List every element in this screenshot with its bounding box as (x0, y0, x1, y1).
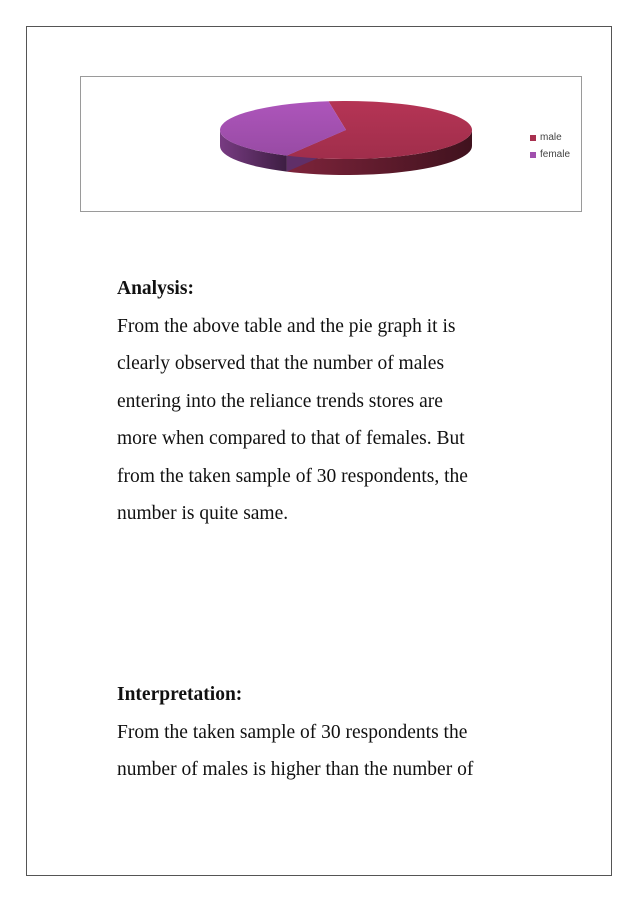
legend-label-male: male (540, 132, 562, 143)
analysis-line: from the taken sample of 30 respondents, the (117, 465, 468, 487)
analysis-line: clearly observed that the number of males (117, 353, 445, 374)
analysis-line: more when compared to that of females. But (117, 428, 465, 449)
interpretation-line: From the taken sample of 30 respondents the (117, 721, 468, 743)
analysis-line: number is quite same. (117, 503, 289, 524)
analysis-heading: Analysis: (117, 278, 194, 299)
interpretation-section (117, 676, 557, 789)
pie-chart (80, 76, 582, 212)
interpretation-paragraph (117, 714, 557, 789)
pie-chart-svg (81, 77, 581, 211)
interpretation-line: number of males is higher than the number of (117, 759, 474, 780)
legend-swatch-male (530, 135, 536, 141)
analysis-section (117, 270, 557, 533)
legend-item-female (530, 146, 570, 163)
interpretation-heading: Interpretation: (117, 684, 243, 705)
analysis-line: entering into the reliance trends stores are (117, 390, 443, 412)
legend-item-male (530, 129, 570, 146)
legend-label-female: female (540, 149, 571, 160)
analysis-line: From the above table and the pie graph it is (117, 315, 456, 337)
analysis-paragraph (117, 308, 557, 533)
chart-legend (530, 129, 570, 163)
legend-swatch-female (530, 152, 536, 158)
